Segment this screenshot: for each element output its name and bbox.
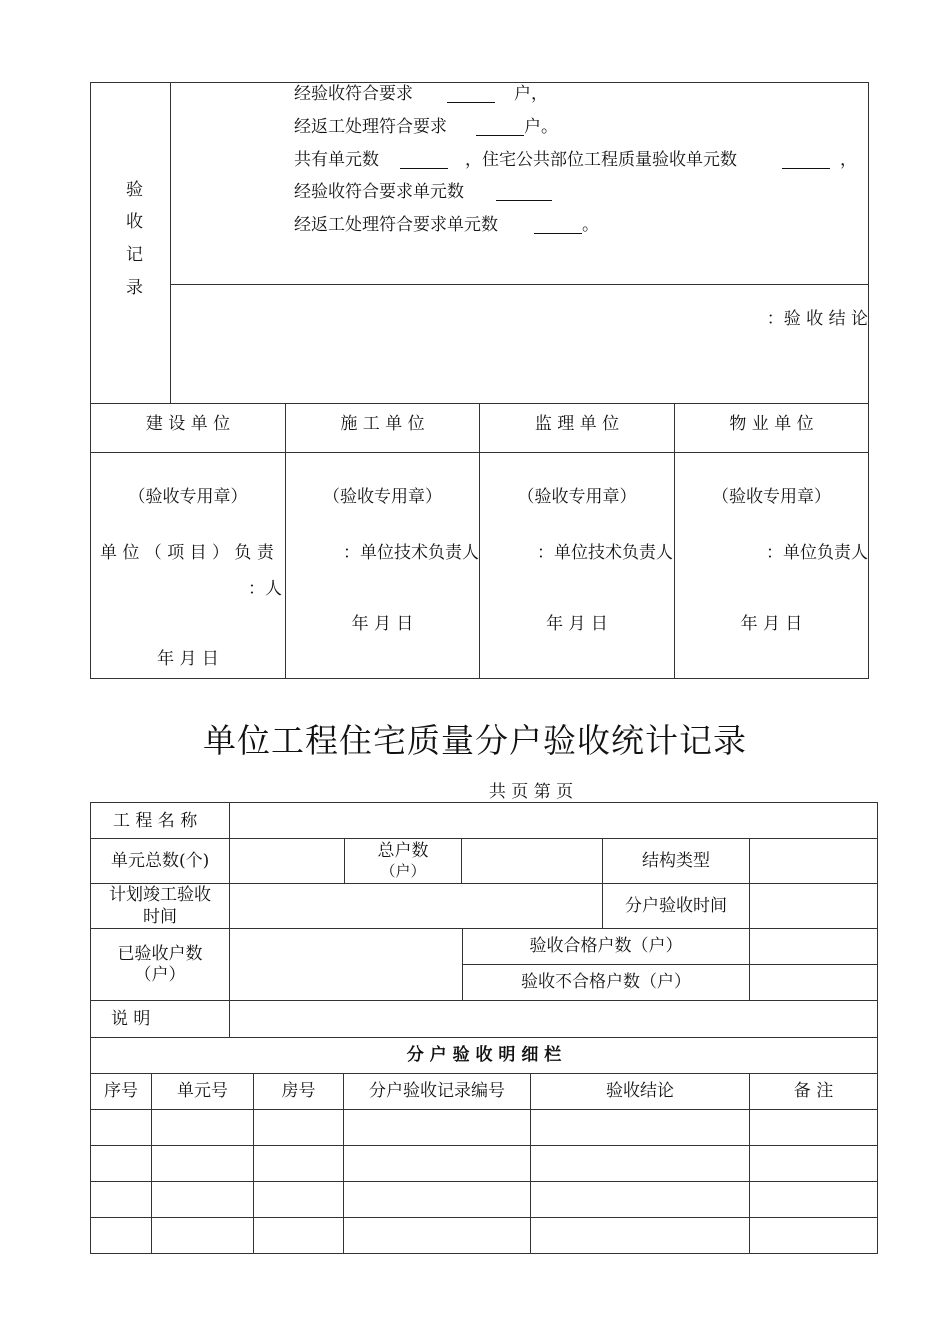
unqualified-households-field[interactable] bbox=[751, 966, 876, 999]
record-line-1: 经验收符合要求 bbox=[294, 84, 413, 104]
household-inspection-time-label: 分户验收时间 bbox=[625, 896, 727, 916]
column-header-remarks: 备 注 bbox=[793, 1081, 834, 1101]
unit-header-builder: 施 工 单 位 bbox=[340, 414, 425, 434]
fill-blank[interactable] bbox=[400, 154, 448, 169]
record-line-2: 经返工处理符合要求 bbox=[294, 117, 447, 137]
inspected-households-unit: （户） bbox=[134, 965, 186, 985]
stamp-label: （验收专用章） bbox=[517, 487, 637, 507]
record-side-char: 收 bbox=[126, 212, 143, 232]
signer-label: ：单位负责人 bbox=[766, 543, 868, 563]
fill-blank[interactable] bbox=[782, 154, 830, 169]
structure-type-field[interactable] bbox=[751, 840, 876, 882]
detail-section-heading: 分 户 验 收 明 细 栏 bbox=[406, 1045, 562, 1065]
household-inspection-time-field[interactable] bbox=[751, 885, 876, 927]
signer-label: ：单位技术负责人 bbox=[343, 543, 479, 563]
date-label: 年 月 日 bbox=[351, 614, 414, 634]
structure-type-label: 结构类型 bbox=[642, 851, 710, 871]
record-line-5: 经返工处理符合要求单元数 bbox=[294, 215, 498, 235]
record-side-char: 验 bbox=[126, 180, 143, 200]
signer-label-suffix: ：人 bbox=[248, 579, 282, 599]
unit-header-supervision: 监 理 单 位 bbox=[534, 414, 620, 434]
page-count: 共 页 第 页 bbox=[488, 782, 574, 802]
stamp-label: （验收专用章） bbox=[323, 487, 442, 507]
unit-total-label: 单元总数(个) bbox=[111, 851, 210, 871]
planned-completion-label-line2: 时间 bbox=[143, 907, 177, 927]
qualified-households-field[interactable] bbox=[751, 930, 876, 963]
signer-label: ：单位技术负责人 bbox=[537, 543, 673, 563]
household-total-unit: （户） bbox=[380, 862, 426, 880]
project-name-label: 工 程 名 称 bbox=[113, 811, 198, 831]
fill-blank[interactable] bbox=[496, 186, 552, 201]
page-title: 单位工程住宅质量分户验收统计记录 bbox=[203, 721, 747, 760]
record-line-3-mid: ，住宅公共部位工程质量验收单元数 bbox=[465, 150, 737, 170]
table-row[interactable] bbox=[91, 1146, 877, 1181]
date-label: 年 月 日 bbox=[740, 614, 803, 634]
table-row[interactable] bbox=[91, 1182, 877, 1217]
record-line-1-suffix: 户， bbox=[514, 84, 548, 104]
fill-blank[interactable] bbox=[447, 88, 495, 103]
unqualified-households-label: 验收不合格户数（户） bbox=[521, 972, 691, 992]
notes-field[interactable] bbox=[231, 1002, 876, 1036]
unit-header-property: 物 业 单 位 bbox=[729, 414, 814, 434]
household-total-field[interactable] bbox=[463, 840, 601, 882]
date-label: 年 月 日 bbox=[157, 649, 219, 669]
household-total-label: 总户数 bbox=[377, 841, 429, 861]
signer-label: 单 位 （ 项 目 ） 负 责 bbox=[100, 543, 274, 563]
record-line-3: 共有单元数 bbox=[294, 150, 379, 170]
inspected-households-label: 已验收户数 bbox=[117, 944, 203, 964]
stamp-label: （验收专用章） bbox=[712, 487, 831, 507]
stamp-label: （验收专用章） bbox=[128, 487, 248, 507]
column-header-record-no: 分户验收记录编号 bbox=[369, 1081, 505, 1101]
record-line-3-suffix: ， bbox=[840, 150, 857, 170]
fill-blank[interactable] bbox=[476, 121, 524, 136]
conclusion-label: ：验 收 结 论 bbox=[766, 309, 868, 329]
inspected-households-field[interactable] bbox=[231, 930, 461, 999]
notes-label: 说 明 bbox=[111, 1009, 151, 1029]
column-header-room-no: 房号 bbox=[281, 1081, 316, 1101]
column-header-conclusion: 验收结论 bbox=[606, 1081, 674, 1101]
planned-completion-label: 计划竣工验收 bbox=[109, 885, 211, 905]
qualified-households-label: 验收合格户数（户） bbox=[529, 936, 683, 956]
unit-total-field[interactable] bbox=[231, 840, 343, 882]
table-row[interactable] bbox=[91, 1110, 877, 1145]
record-line-4: 经验收符合要求单元数 bbox=[294, 182, 464, 202]
column-header-unit-no: 单元号 bbox=[177, 1081, 228, 1101]
project-name-field[interactable] bbox=[231, 804, 876, 837]
table-row[interactable] bbox=[91, 1218, 877, 1253]
record-line-2-suffix: 户。 bbox=[524, 117, 558, 137]
planned-completion-field[interactable] bbox=[231, 885, 601, 927]
column-header-index: 序号 bbox=[104, 1081, 138, 1101]
date-label: 年 月 日 bbox=[546, 614, 608, 634]
record-line-5-suffix: 。 bbox=[582, 215, 599, 235]
record-side-char: 记 bbox=[126, 245, 143, 265]
fill-blank[interactable] bbox=[534, 219, 582, 234]
unit-header-construction: 建 设 单 位 bbox=[145, 414, 231, 434]
record-side-char: 录 bbox=[126, 278, 143, 298]
